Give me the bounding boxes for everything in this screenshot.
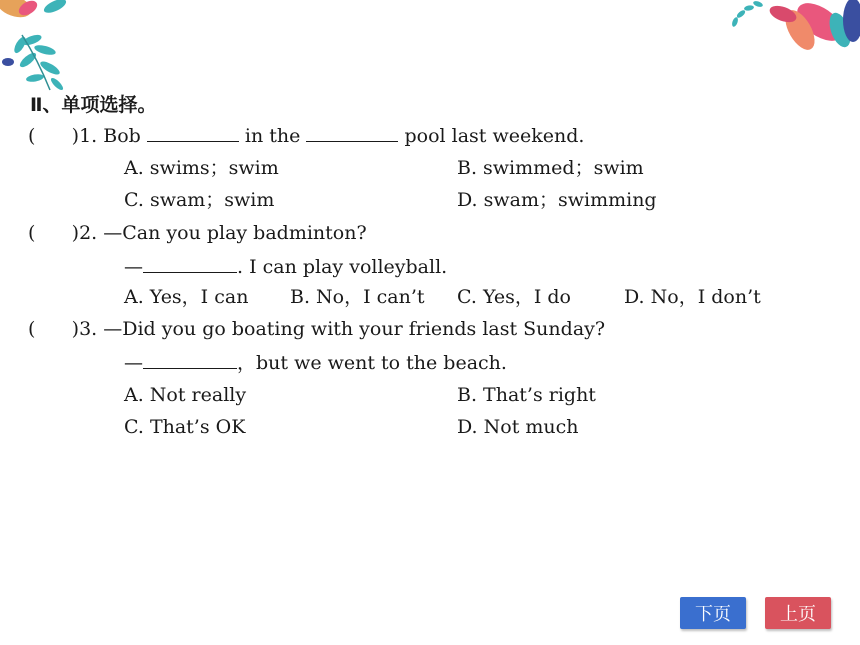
answer-bracket: ( <box>28 222 72 244</box>
question-number: )1. <box>71 125 98 147</box>
stem-text: in the <box>244 125 301 147</box>
option-a: A. Yes，I can <box>124 286 249 308</box>
option-c: C. Yes，I do <box>457 286 571 308</box>
stem-text: —Did you go boating with your friends last Sunday? <box>103 318 606 340</box>
reply-text: . I can play volleyball. <box>237 256 448 278</box>
question-2-stem <box>28 221 367 245</box>
option-a: A. Not really <box>124 384 247 406</box>
question-3-reply <box>124 350 507 375</box>
question-2-reply <box>124 254 447 279</box>
dash: — <box>124 352 143 374</box>
leaf-decoration-top-left <box>0 0 90 95</box>
answer-blank <box>147 123 239 142</box>
option-a: A. swims；swim <box>124 157 279 179</box>
reply-text: ，but we went to the beach. <box>237 352 507 374</box>
option-c: C. swam；swim <box>124 189 275 211</box>
stem-text: Bob <box>103 125 141 147</box>
option-d: D. Not much <box>457 416 579 438</box>
question-number: )3. <box>71 318 98 340</box>
answer-blank <box>143 254 237 273</box>
previous-page-button[interactable]: 上页 <box>765 597 831 629</box>
answer-bracket: ( <box>28 125 72 147</box>
stem-text: —Can you play badminton? <box>103 222 367 244</box>
option-d: D. swam；swimming <box>457 189 657 211</box>
option-d: D. No，I don’t <box>624 286 761 308</box>
answer-bracket: ( <box>28 318 72 340</box>
answer-blank <box>143 350 237 369</box>
next-page-button[interactable]: 下页 <box>680 597 746 629</box>
question-3-stem <box>28 317 605 341</box>
option-b: B. swimmed；swim <box>457 157 644 179</box>
answer-blank <box>306 123 398 142</box>
option-c: C. That’s OK <box>124 416 246 438</box>
question-number: )2. <box>71 222 98 244</box>
option-b: B. No，I can’t <box>290 286 425 308</box>
option-b: B. That’s right <box>457 384 596 406</box>
stem-text: pool last weekend. <box>404 125 585 147</box>
leaf-decoration-top-right <box>725 0 860 72</box>
dash: — <box>124 256 143 278</box>
section-title: Ⅱ、单项选择。 <box>30 94 157 116</box>
question-1-stem <box>28 123 584 148</box>
